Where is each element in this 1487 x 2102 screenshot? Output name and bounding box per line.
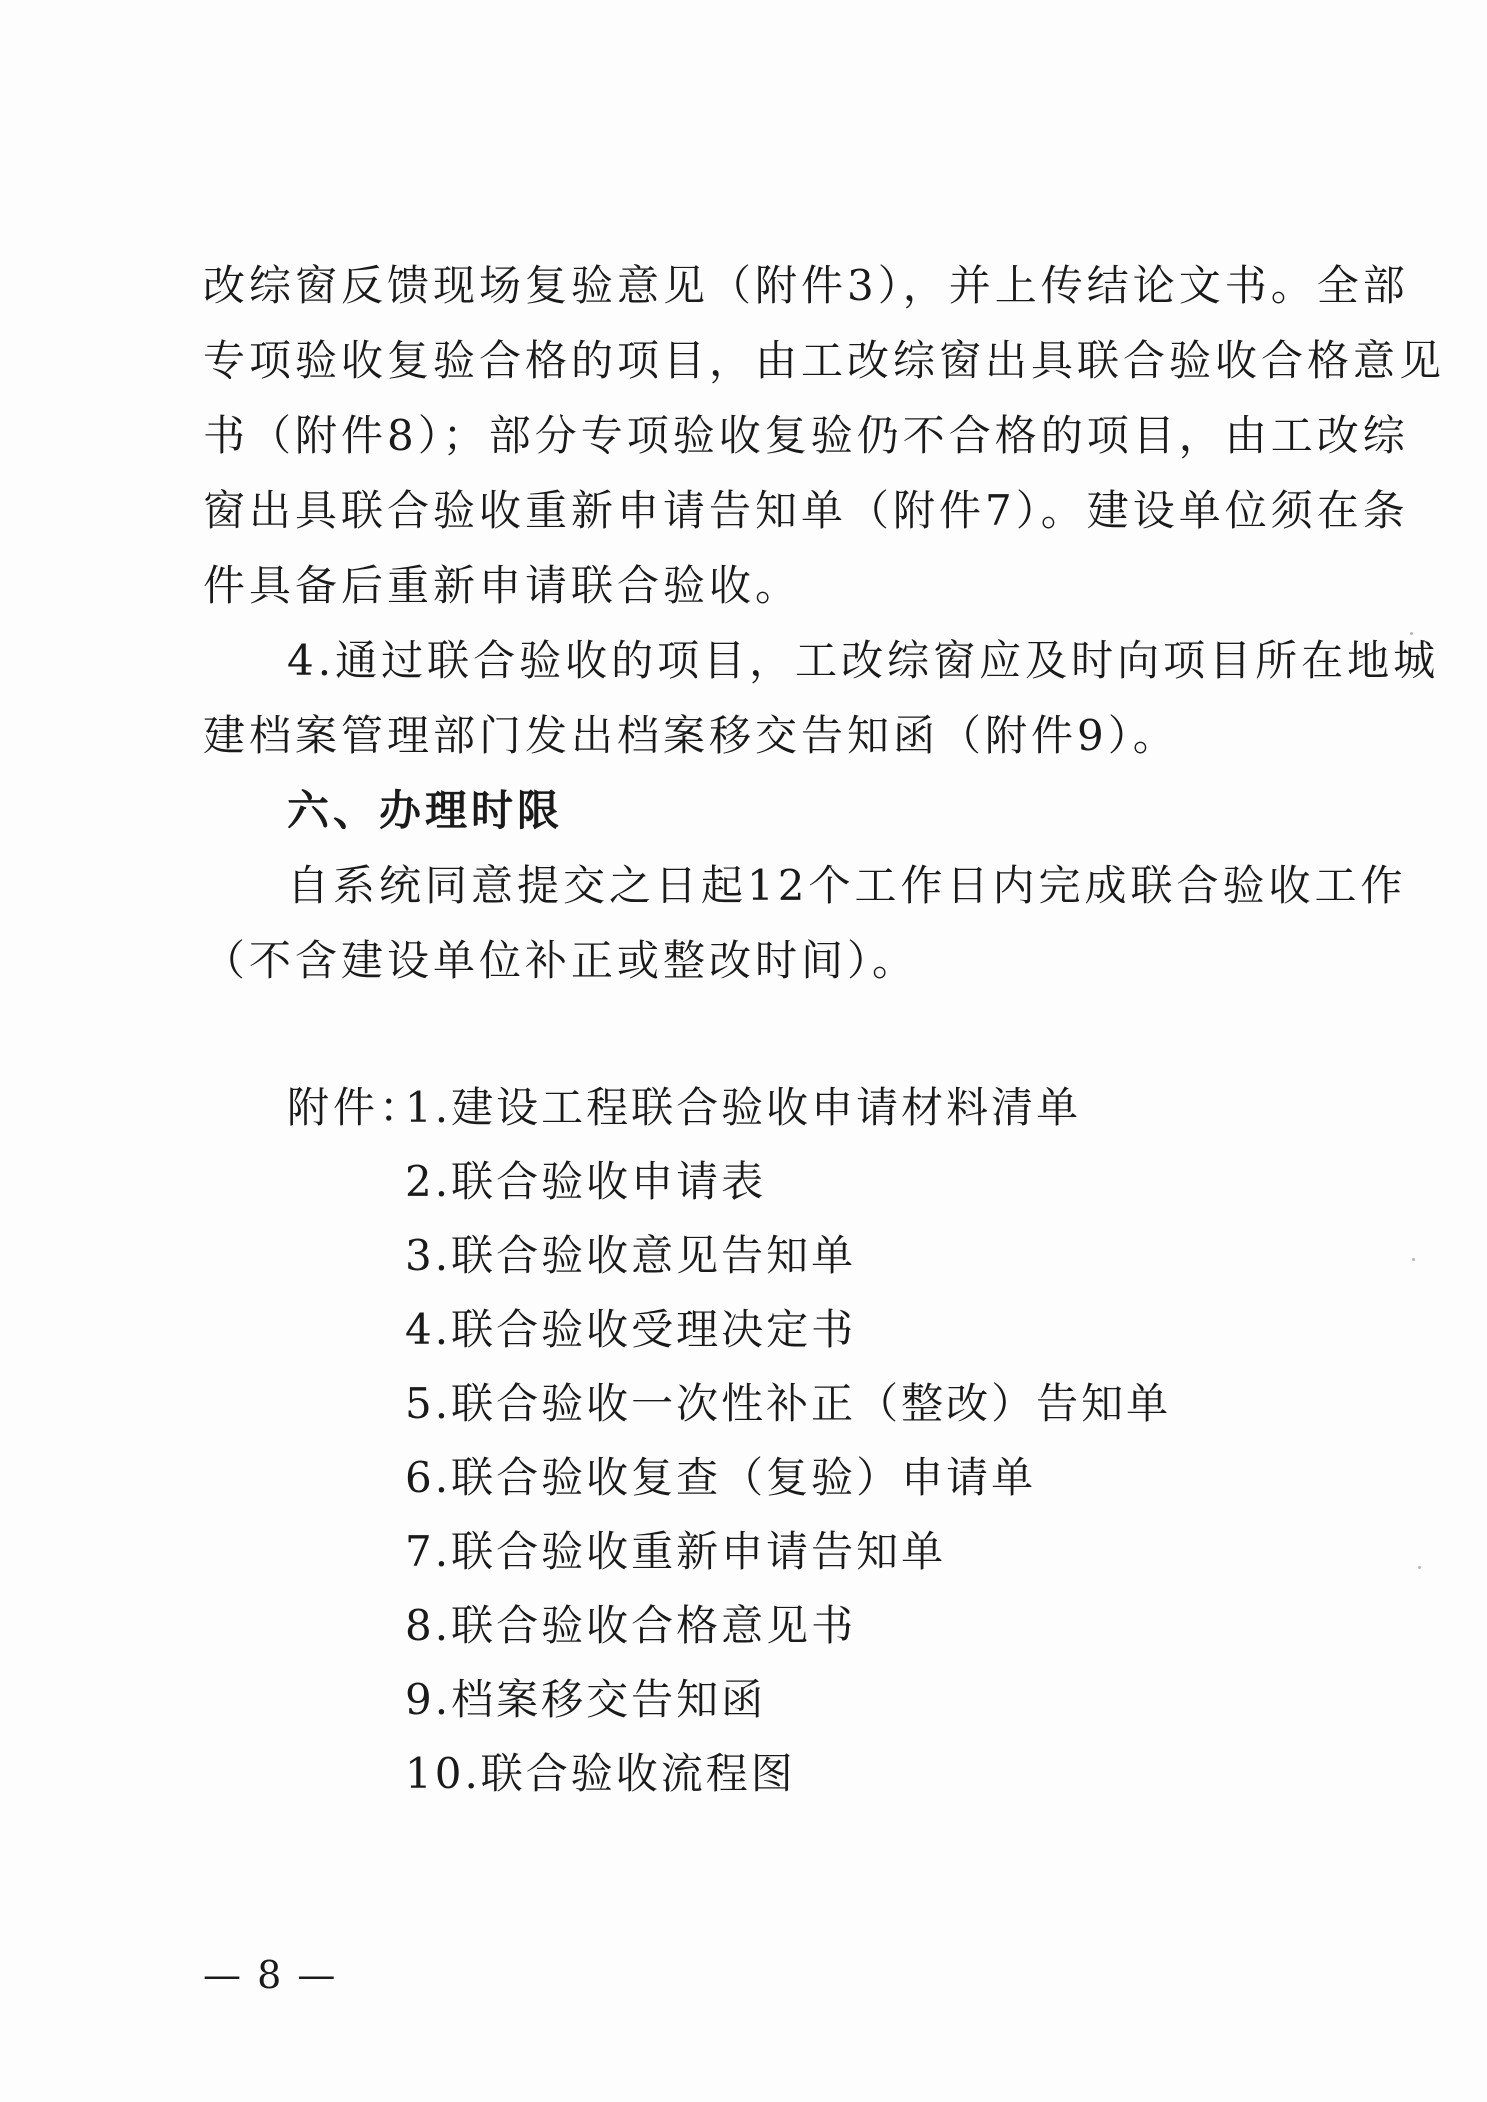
attachment-item-10: 10.联合验收流程图 bbox=[405, 1749, 796, 1798]
attachment-item-4: 4.联合验收受理决定书 bbox=[405, 1305, 857, 1354]
section-line-2: （不含建设单位补正或整改时间）。 bbox=[203, 936, 919, 985]
page-number: — 8 — bbox=[203, 1953, 338, 1997]
scan-speck bbox=[1412, 1258, 1415, 1261]
attachment-item-6: 6.联合验收复查（复验）申请单 bbox=[405, 1453, 1037, 1502]
attachment-item-9: 9.档案移交告知函 bbox=[405, 1675, 767, 1724]
body-line-7: 建档案管理部门发出档案移交告知函（附件9）。 bbox=[203, 711, 1179, 760]
body-line-6: 4.通过联合验收的项目，工改综窗应及时向项目所在地城 bbox=[287, 636, 1440, 685]
body-line-5: 件具备后重新申请联合验收。 bbox=[203, 561, 802, 610]
attachment-item-3: 3.联合验收意见告知单 bbox=[405, 1231, 857, 1280]
attachment-item-2: 2.联合验收申请表 bbox=[405, 1157, 767, 1206]
section-heading: 六、办理时限 bbox=[287, 786, 564, 835]
scan-speck bbox=[1418, 1566, 1421, 1569]
attachment-item-1: 1.建设工程联合验收申请材料清单 bbox=[405, 1083, 1082, 1132]
attachment-item-7: 7.联合验收重新申请告知单 bbox=[405, 1527, 947, 1576]
body-line-3: 书（附件8）；部分专项验收复验仍不合格的项目，由工改综 bbox=[203, 411, 1409, 460]
body-line-2: 专项验收复验合格的项目，由工改综窗出具联合验收合格意见 bbox=[203, 336, 1446, 385]
attachments-label: 附件： bbox=[287, 1083, 426, 1132]
attachment-item-8: 8.联合验收合格意见书 bbox=[405, 1601, 857, 1650]
scan-speck bbox=[1410, 632, 1413, 635]
body-line-1: 改综窗反馈现场复验意见（附件3），并上传结论文书。全部 bbox=[203, 261, 1409, 310]
section-line-1: 自系统同意提交之日起12个工作日内完成联合验收工作 bbox=[287, 861, 1407, 910]
body-line-4: 窗出具联合验收重新申请告知单（附件7）。建设单位须在条 bbox=[203, 486, 1409, 535]
attachment-item-5: 5.联合验收一次性补正（整改）告知单 bbox=[405, 1379, 1172, 1428]
